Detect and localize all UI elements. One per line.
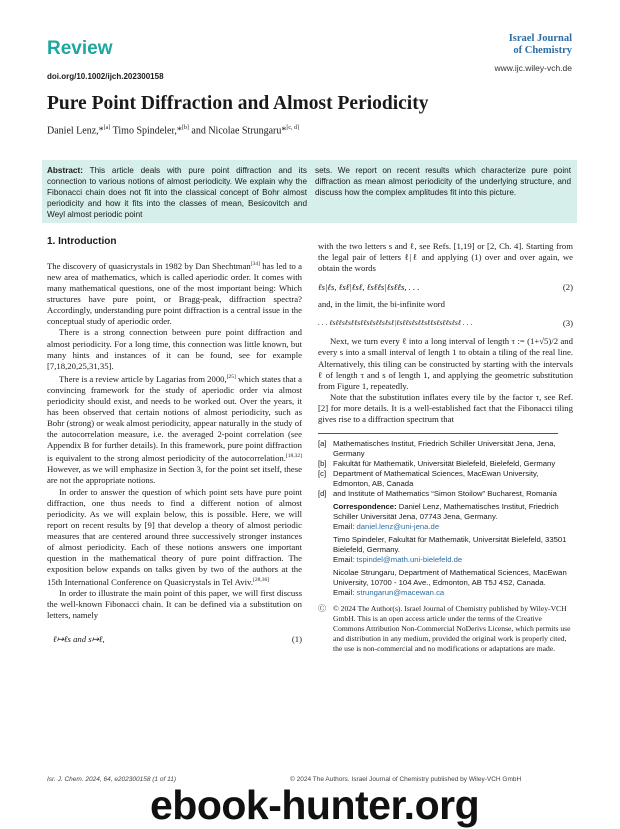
affiliation-d: [318, 489, 573, 499]
email-spindeler-link[interactable]: tspindel@math.uni-bielefeld.de: [356, 555, 463, 565]
author-spindeler-aff: [b]: [181, 125, 189, 131]
correspondence: [318, 502, 573, 598]
footnote-separator: [318, 433, 558, 434]
correspondence-strungaru-email: [333, 588, 573, 598]
footer-citation: Isr. J. Chem. 2024, 64, e202300158 (1 of 11): [47, 776, 176, 783]
affiliations: [318, 439, 573, 499]
ref-28-36[interactable]: [28,36]: [253, 577, 270, 584]
open-access-icon: Ⓒ: [318, 604, 326, 614]
equation-1-number: (1): [291, 633, 302, 644]
section-label: Review: [47, 38, 113, 59]
email-label-3: Email:: [333, 588, 357, 598]
affiliation-b: [318, 459, 573, 469]
p1-text-b: has led to a new area of mathematics, which is called aperiodic order. It comes with many mathematical questions, one of the most important being: Which structures have pure point, or Bragg-peak, diffraction spectra? Accordingly, understanding pure point diffraction is a central issue in the conceptual study of aperiodic order.: [47, 260, 302, 327]
equation-3: [318, 318, 573, 332]
p1-text-a: The discovery of quasicrystals in 1982 by Dan Shechtman: [47, 260, 251, 271]
affiliation-a: [318, 439, 573, 459]
p3-text-c: However, as we will emphasize in Section 3, for the point set itself, these are not the appropriate notions.: [47, 464, 302, 486]
journal-url[interactable]: www.ijc.wiley-vch.de: [494, 63, 572, 73]
intro-paragraph-3: [47, 372, 302, 487]
author-strungaru-aff: [c, d]: [286, 125, 300, 131]
footer-copyright: © 2024 The Authors. Israel Journal of Chemistry published by Wiley-VCH GmbH: [290, 776, 522, 783]
author-list: [47, 125, 299, 136]
email-strungaru-link[interactable]: strungarun@macewan.ca: [356, 588, 445, 598]
article-title: Pure Point Diffraction and Almost Periodicity: [47, 93, 429, 114]
abstract-text-left: This article deals with pure point diffraction and its connection to various notions of almost periodicity. We explain why the Fibonacci chain does not fit into the classical concept of Bohr almost periodicity and how it fits into the classes of mean, Besicovitch and Weyl almost periodic point: [47, 166, 307, 219]
license-text: © 2024 The Author(s). Israel Journal of Chemistry published by Wiley-VCH GmbH. This is an open access article under the terms of the Creative Commons Attribution Non-Commercial NoDerivs License, which permits use and distribution in any medium, provided the original work is properly cited, the use is non-commercial and no modifications or adaptations are made.: [333, 604, 571, 654]
right-paragraph-1: with the two letters s and ℓ, see Refs. [1,19] or [2, Ch. 4]. Starting from the legal pair of letters ℓ|ℓ and applying (1) over and over again, we obtain the words: [318, 241, 573, 274]
author-strungaru: and Nicolae Strungaru*: [188, 125, 287, 137]
license-notice: [318, 604, 573, 654]
intro-paragraph-4: [47, 487, 302, 589]
email-label-1: Email:: [333, 522, 357, 532]
p3-text-a: There is a review article by Lagarias from 2000,: [59, 373, 227, 384]
correspondence-lenz-email: [333, 522, 573, 532]
ref-18-32[interactable]: [18,32]: [285, 453, 302, 460]
doi-link[interactable]: doi.org/10.1002/ijch.202300158: [47, 72, 164, 81]
left-column: [47, 236, 302, 648]
equation-1: [47, 634, 302, 648]
affiliation-d-text: and Institute of Mathematics “Simon Stoilow” Bucharest, Romania: [333, 489, 557, 499]
equation-3-number: (3): [562, 318, 573, 329]
author-lenz-aff: [a]: [103, 125, 111, 131]
ref-34[interactable]: [34]: [250, 261, 260, 267]
correspondence-label: Correspondence:: [333, 502, 397, 512]
watermark: ebook-hunter.org: [150, 782, 480, 828]
affiliation-b-text: Fakultät für Mathematik, Universität Bielefeld, Bielefeld, Germany: [333, 459, 556, 469]
affiliation-c-tag: [c]: [318, 469, 327, 479]
email-lenz-link[interactable]: daniel.lenz@uni-jena.de: [356, 522, 440, 532]
affiliation-c: [318, 469, 573, 489]
author-lenz: Daniel Lenz,*: [47, 125, 104, 137]
intro-paragraph-5: In order to illustrate the main point of this paper, we will first discuss the well-known Fibonacci chain. It can be defined via a substitution on letters, namely: [47, 588, 302, 621]
journal-logo: [509, 33, 572, 57]
right-paragraph-4: Note that the substitution inflates every tile by the factor τ, see Ref. [2] for more details. It is a well-established fact that the Fibonacci tiling gives rise to a diffraction spectrum that: [318, 391, 573, 425]
p3-text-b: which states that a convincing framework for the study of aperiodic order via almost periodicity should exist, and needs to be worked out. Over the years, it has been observed that certain notions of almost periodicity, such as Bohr (strong) or weak almost periodicity, appear naturally in the study of the autocorrelation measure, i.e. the averaged 2-point correlation (see Appendix B for further details). In this framework, pure point diffraction is equivalent to the strong almost periodicity of the autocorrelation.: [47, 373, 302, 464]
correspondence-lenz-address: Daniel Lenz, Mathematisches Institut, Friedrich Schiller Universität Jena, 07743 Jena, Germany.: [333, 502, 559, 522]
affiliation-d-tag: [d]: [318, 489, 327, 499]
abstract-left: [47, 165, 307, 220]
affiliation-a-tag: [a]: [318, 439, 327, 449]
correspondence-spindeler: Timo Spindeler, Fakultät für Mathematik, Universität Bielefeld, 33501 Bielefeld, Germany.: [333, 535, 567, 555]
affiliation-a-text: Mathematisches Institut, Friedrich Schiller Universität Jena, Jena, Germany: [333, 439, 556, 459]
right-paragraph-2: and, in the limit, the bi-infinite word: [318, 299, 445, 310]
email-label-2: Email:: [333, 555, 357, 565]
correspondence-lenz: [333, 502, 573, 522]
equation-2-body: ℓs|ℓs, ℓsℓ|ℓsℓ, ℓsℓℓs|ℓsℓℓs, . . .: [318, 282, 420, 293]
right-column: [318, 241, 573, 654]
equation-2-number: (2): [562, 282, 573, 293]
ref-25[interactable]: [25]: [226, 373, 236, 380]
p4-text: In order to answer the question of which point sets have pure point diffraction, one thus needs to find a different notion of almost periodicity. As we will explain below, this is possible. Here, we will report on recent results by [9] that develop a theory of almost periodic measures that are centered around three successively stronger instances of almost periodicity. Each of these notions answers one important question in the mathematical theory of pure point diffraction. The exposition below expands on talks given by two of the authors at the 15th International Conference on Quasicrystals in Tel Aviv.: [47, 486, 302, 588]
right-paragraph-3: Next, we turn every ℓ into a long interval of length τ := (1+√5)/2 and every s into a small interval of length 1 to obtain a tiling of the real line. Alternatively, this tiling can be constructed by starting with the intervals ℓ of length τ and s of length 1, and applying the geometric substitution from Figure 1, repeatedly.: [318, 336, 573, 391]
equation-3-body: . . . ℓsℓℓsℓsℓℓsℓℓsℓsℓℓsℓsℓ|ℓsℓℓsℓsℓℓsℓℓsℓsℓℓsℓsℓ . . .: [318, 318, 473, 328]
affiliation-c-text: Department of Mathematical Sciences, MacEwan University, Edmonton, AB, Canada: [333, 469, 539, 489]
affiliation-b-tag: [b]: [318, 459, 327, 469]
correspondence-spindeler-email: [333, 555, 573, 565]
intro-paragraph-2: There is a strong connection between pure point diffraction and almost periodicity. For a long time, this connection was little known, but many hints and instances of it can be found, see for example [7,18,20,25,31,35].: [47, 327, 302, 371]
equation-2: [318, 282, 573, 296]
correspondence-strungaru: Nicolae Strungaru, Department of Mathematical Sciences, MacEwan University, 10700 - 104 Ave., Edmonton, AB T5J 4S2, Canada.: [333, 568, 567, 588]
abstract-text-right: sets. We report on recent results which characterize pure point diffraction as mean almost periodicity of the underlying structure, and discuss how the complex amplitudes fit into this picture.: [315, 166, 571, 197]
intro-paragraph-1: [47, 259, 302, 327]
author-spindeler: Timo Spindeler,*: [110, 125, 182, 137]
intro-heading: 1. Introduction: [47, 236, 117, 247]
abstract-box: [42, 160, 577, 223]
journal-name-line1: Israel Journal: [508, 33, 572, 44]
equation-1-body: ℓ↦ℓs and s↦ℓ,: [53, 633, 105, 644]
journal-name-line2: of Chemistry: [513, 45, 572, 56]
abstract-label: Abstract:: [47, 166, 83, 175]
